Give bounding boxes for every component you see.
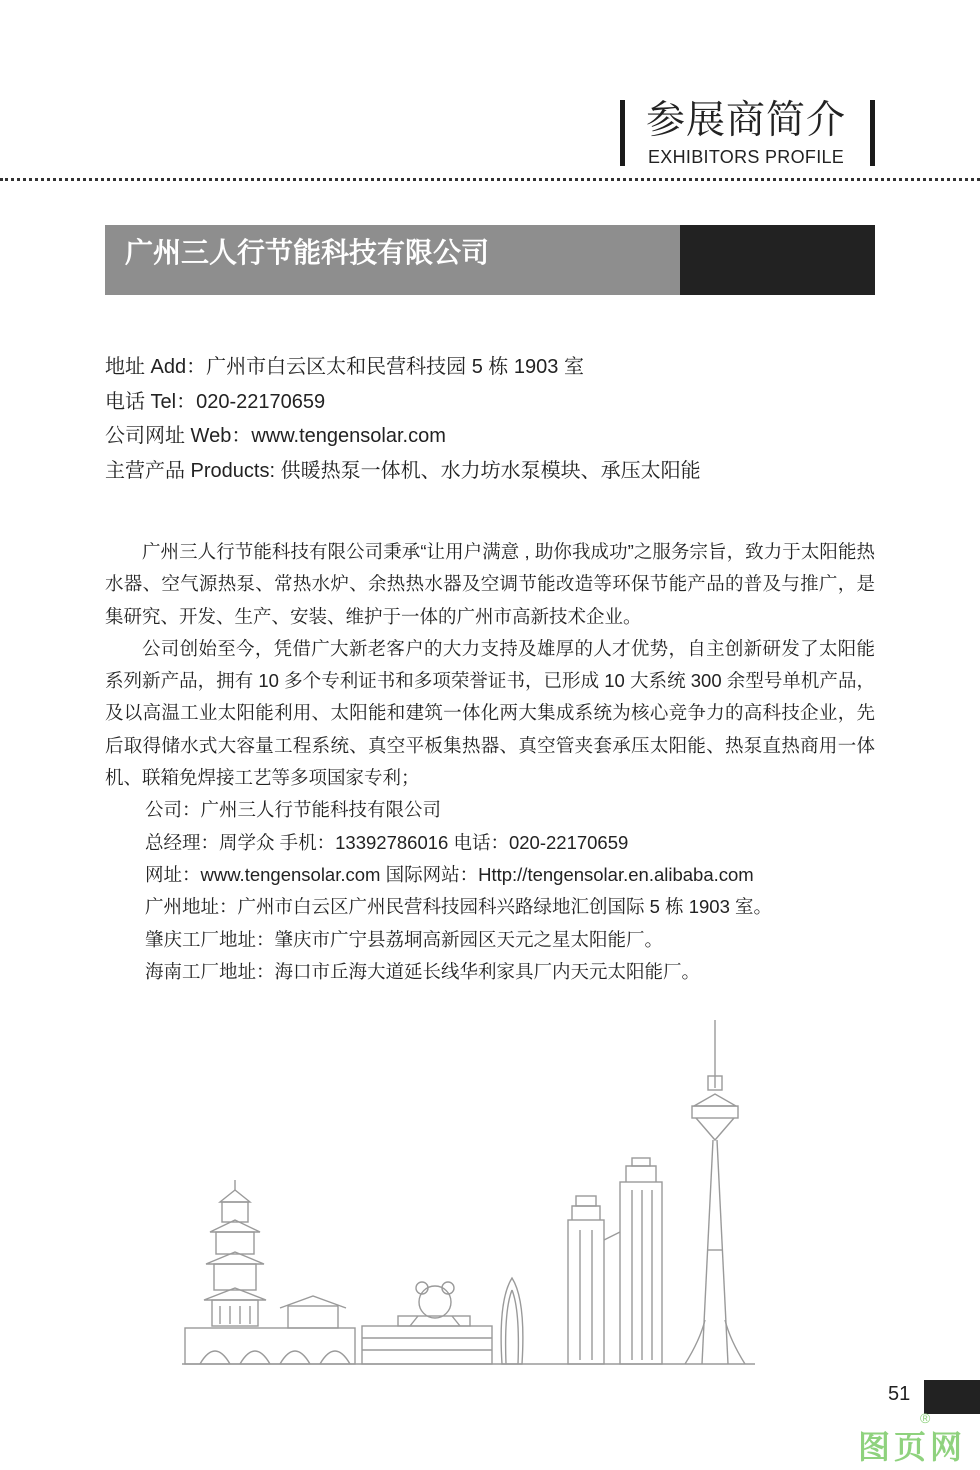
description-paragraph-1: 广州三人行节能科技有限公司秉承“让用户满意 , 助你我成功”之服务宗旨，致力于太阳能热水器、空气源热泵、常热水炉、余热热水器及空调节能改造等环保节能产品的普及与推广，是集研究、开发、生产、安装、维护于一体的广州市高新技术企业。	[105, 541, 875, 627]
company-title-band	[105, 225, 875, 295]
info-guangzhou-address: 广州地址：广州市白云区广州民营科技园科兴路绿地汇创国际 5 栋 1903 室。	[145, 896, 773, 918]
pagoda-icon	[204, 1180, 266, 1326]
header-bar-left	[620, 100, 625, 166]
info-manager: 总经理：周学众 手机：13392786016 电话：020-22170659	[145, 831, 629, 853]
company-description	[105, 536, 875, 988]
leaf-tower-icon	[501, 1278, 523, 1364]
registered-mark: ®	[920, 1410, 931, 1426]
gate-bridge-icon	[185, 1296, 355, 1364]
contact-tel: 电话 Tel：020-22170659	[105, 390, 326, 413]
contact-web: 公司网址 Web：www.tengensolar.com	[105, 425, 446, 447]
contact-products: 主营产品 Products: 供暖热泵一体机、水力坊水泵模块、承压太阳能	[105, 459, 701, 482]
city-skyline-illustration	[180, 1010, 760, 1370]
page-section-title: 参展商简介	[646, 99, 847, 142]
title-band-accent	[680, 225, 875, 295]
info-zhaoqing-factory: 肇庆工厂地址：肇庆市广宁县荔垌高新园区天元之星太阳能厂。	[145, 928, 664, 950]
skyscrapers-icon	[568, 1158, 662, 1364]
watermark-logo: 图页网	[858, 1429, 967, 1465]
info-company: 公司：广州三人行节能科技有限公司	[145, 799, 442, 821]
company-name: 广州三人行节能科技有限公司	[125, 237, 490, 268]
info-hainan-factory: 海南工厂地址：海口市丘海大道延长线华利家具厂内天元太阳能厂。	[145, 960, 701, 982]
contact-address: 地址 Add：广州市白云区太和民营科技园 5 栋 1903 室	[105, 356, 584, 378]
info-web: 网址：www.tengensolar.com 国际网站：Http://tengensolar.en.alibaba.com	[145, 863, 754, 885]
page-section-subtitle: EXHIBITORS PROFILE	[648, 147, 845, 167]
page-number-block	[924, 1380, 980, 1414]
page-number: 51	[888, 1383, 911, 1405]
panda-building-icon	[362, 1282, 492, 1364]
dotted-divider	[0, 178, 980, 181]
header-bar-right	[870, 100, 875, 166]
contact-block	[105, 350, 701, 488]
tv-tower-icon	[685, 1020, 745, 1364]
description-paragraph-2: 公司创始至今，凭借广大新老客户的大力支持及雄厚的人才优势，自主创新研发了太阳能系列新产品，拥有 10 多个专利证书和多项荣誉证书，已形成 10 大系统 300 余型号单机产品，及以高温工业太阳能利用、太阳能和建筑一体化两大集成系统为核心竞争力的高科技企业，先后取得储水式大容量工程系统、真空平板集热器、真空管夹套承压太阳能、热泵直热商用一体机、联箱免焊接工艺等多项国家专利；	[105, 637, 875, 789]
